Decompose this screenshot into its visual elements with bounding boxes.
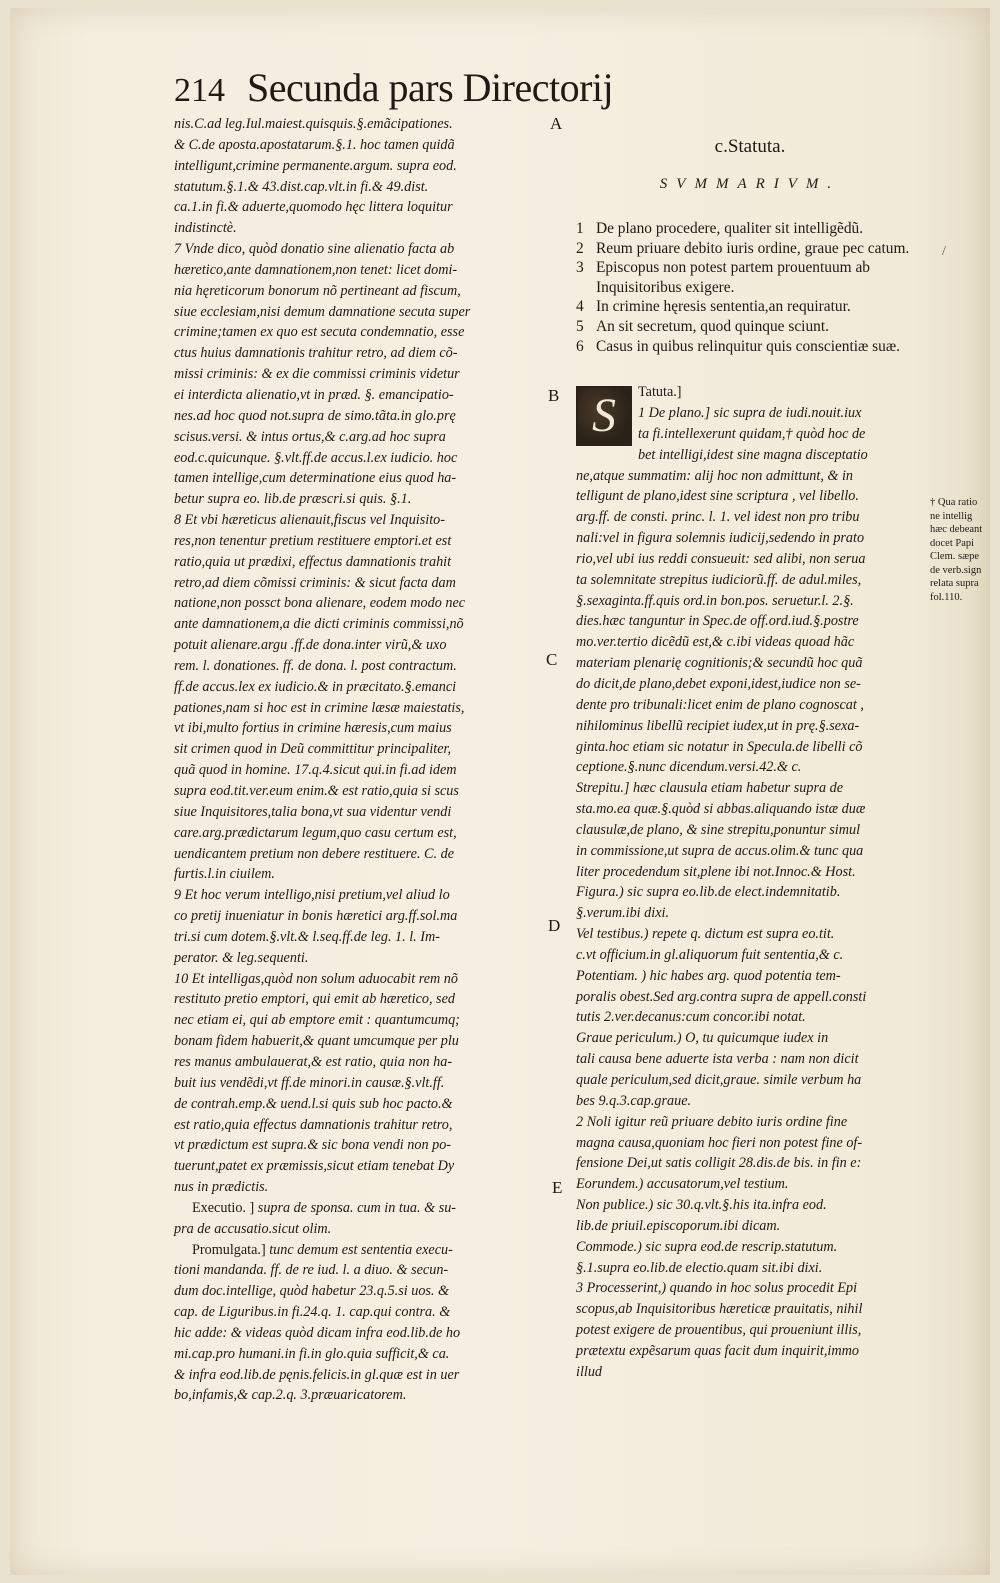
right-line-2: ta fi.intellexerunt quidam,† quòd hoc de [638, 425, 866, 442]
left-line-46: res manus ambulauerat,& est ratio, quia non ha- [174, 1053, 453, 1070]
book-page [10, 8, 990, 1575]
right-line-38: Eorundem.) accusatorum,vel testium. [576, 1176, 789, 1193]
summary-item-text: Reum priuare debito iuris ordine, graue pec catum. [596, 239, 910, 257]
right-line-17: ginta.hoc etiam sic notatur in Speculа.de libelli cõ [576, 738, 863, 755]
left-line-10: siue ecclesiam,nisi demum damnatione secuta super [174, 303, 471, 320]
right-line-30: tutis 2.ver.decanus:cum concor.ibi notat. [576, 1009, 806, 1026]
left-line-23: retro,ad diem cõmissi criminis: & sicut facta dam [174, 574, 456, 591]
promulgata-line-6: mi.cap.pro humani.in fi.in glo.quia sufficit,& ca. [174, 1345, 450, 1362]
left-line-52: nus in prædictis. [174, 1179, 269, 1196]
right-line-6: arg.ff. de consti. princ. l. 1. vel idest non pro tribu [576, 509, 860, 526]
right-line-12: mo.ver.tertio dicẽdũ est,& c.ibi videas quoad hãc [576, 634, 855, 651]
right-line-43: 3 Processerint,) quando in hoc solus procedit Epi [576, 1280, 858, 1297]
right-line-23: liter procedendum sit,plene ibi not.Innoc.& Host. [576, 863, 856, 880]
left-column [174, 114, 540, 1406]
summary-item-text: Casus in quibus relinquitur quis conscientiæ suæ. [596, 337, 900, 355]
right-line-28: Potentiam. ) hic habes arg. quod potentia tem- [576, 967, 841, 984]
right-line-9: ta solemnitate strepitus iudiciorũ.ff. de adul.miles, [576, 571, 862, 588]
left-line-13: missi criminis: & ex die commissi criminis videtur [174, 366, 460, 383]
promulgata-line-5: hic adde: & videas quòd dicam infra eod.lib.de ho [174, 1324, 461, 1341]
right-line-39: Non publice.) sic 30.q.vlt.§.his ita.infra eod. [576, 1197, 827, 1214]
left-line-29: pationes,nam si hoc est in crimine læsæ maiestatis, [174, 699, 465, 716]
summary-item-number: 6 [576, 337, 584, 355]
page-header [174, 64, 613, 114]
right-line-45: potest exigere de prouentibus, qui proueniunt illis, [576, 1322, 862, 1339]
left-line-31: sit crimen quod in Deũ committitur principaliter, [174, 741, 452, 758]
summary-item-text: In crimine hęresis sententia,an requiratur. [596, 298, 851, 316]
lemma-promulgata: Promulgata.] [192, 1241, 266, 1258]
right-line-4: ne,atque summatim: alij hoc non admittunt, & in [576, 467, 854, 484]
commentary-body [576, 382, 924, 1383]
margin-letter-a: A [550, 114, 563, 133]
right-line-19: Strepitu.] hæc clausula etiam habetur supra de [576, 780, 844, 797]
right-line-35: 2 Noli igitur reũ priuare debito iuris ordine fine [576, 1113, 848, 1130]
side-notes [930, 496, 990, 604]
right-line-25: §.verum.ibi dixi. [576, 905, 669, 922]
left-line-24: natione,non possct bona alienare, eodem modo nec [174, 595, 466, 612]
promulgata-line-2: tioni mandanda. ff. de re iud. l. a diuo. & secun- [174, 1262, 449, 1279]
summary-item [576, 337, 924, 357]
left-column-lines [174, 114, 540, 1198]
left-line-4: statutum.§.1.& 43.dist.cap.vlt.in fi.& 49.dist. [174, 178, 429, 195]
right-column-lines [576, 403, 924, 1383]
left-line-8: hæretico,ante damnationem,non tenet: licet domi- [174, 261, 458, 278]
running-title: Secunda pars Directorij [247, 65, 614, 110]
right-line-33: quale periculum,sed dicit,graue. simile verbum ha [576, 1072, 862, 1088]
left-line-51: tuerunt,patet ex præmissis,sicut etiam tenebat Dy [174, 1158, 455, 1175]
left-line-35: care.arg.prædictarum legum,quo casu certum est, [174, 824, 457, 841]
dropcap-lemma: Tatuta.] [638, 384, 682, 401]
left-line-1: nis.C.ad leg.Iul.maiest.quisquis.§.emãcipationes. [174, 116, 453, 132]
left-line-25: ante damnationem,a die dicti criminis commissi,nõ [174, 616, 464, 633]
left-line-18: tamen intellige,cum determinatione eius quod ha- [174, 470, 457, 487]
left-line-7: 7 Vnde dico, quòd donatio sine alienatio facta ab [174, 241, 455, 258]
left-line-27: rem. l. donationes. ff. de dona. l. post contractum. [174, 657, 457, 674]
right-line-31: Graue periculum.) O, tu quicumque iudex in [576, 1030, 829, 1047]
gloss-executio [174, 1198, 540, 1219]
right-line-26: Vel testibus.) repete q. dictum est supra eo.tit. [576, 926, 835, 943]
right-line-22: in commissione,ut supra de accus.olim.& tunc qua [576, 842, 864, 859]
right-line-36: magna causa,quoniam hoc fieri non potest fine of- [576, 1134, 863, 1151]
right-line-14: do dicit,de plano,debet exponi,idest,iudice non se- [576, 675, 861, 692]
margin-letter-b: B [548, 386, 560, 405]
left-line-6: indistinctè. [174, 220, 237, 237]
side-note-line: fol.110. [930, 591, 963, 603]
right-line-42: §.1.supra eo.lib.de electio.quam sit.ibi dixi. [576, 1259, 823, 1276]
promulgata-line-1: tunc demum est sententia execu- [265, 1241, 453, 1258]
section-title: c.Statuta. [714, 136, 786, 157]
promulgata-line-7: & infra eod.lib.de pęnis.felicis.in gl.quæ est in uer [174, 1366, 460, 1383]
side-note-line: de verb.sign [930, 564, 982, 576]
right-line-37: fensione Dei,ut satis colligit 28.dis.de bis. in fin e: [576, 1155, 862, 1172]
left-line-11: crimine;tamen ex quo est secuta condemnatio, esse [174, 324, 465, 341]
left-line-26: potuit alienare.argu .ff.de dona.inter virũ,& uxo [174, 637, 447, 654]
right-line-41: Commode.) sic supra eod.de rescrip.statutum. [576, 1238, 838, 1255]
left-line-39: co pretij inueniatur in bonis hæretici arg.ff.sol.ma [174, 908, 458, 925]
margin-letter-d: D [548, 916, 561, 935]
left-line-5: ca.1.in fi.& aduerte,quomodo hęc littera loquitur [174, 199, 453, 216]
left-line-21: res,non tenentur pretium restituere emptori.et est [174, 532, 452, 549]
right-line-16: nihilominus libellũ recipiet iudex,ut in prę.§.sexa- [576, 717, 860, 734]
left-line-33: supra eod.tit.ver.eum enim.& est ratio,quia si scus [174, 783, 459, 799]
side-note-line: relata supra [930, 578, 979, 589]
summary-heading: SVMMARIVM. [659, 176, 841, 192]
left-line-36: uendicantem pretium non debere restituere. C. de [174, 845, 455, 862]
right-line-27: c.vt officium.in gl.aliquorum fuit sententia,& c. [576, 946, 844, 963]
side-note-line: † Qua ratio [930, 497, 978, 508]
left-line-34: siue Inquisitores,talia bona,vt sua videntur vendi [174, 803, 452, 820]
right-line-8: rio,vel ubi ius reddi consueuit: sed alibi, non serua [576, 550, 866, 567]
left-line-3: intelligunt,crimine permanente.argum. supra eod. [174, 157, 457, 174]
left-line-15: nes.ad hoc quod not.supra de simo.tãta.in glo.prę [174, 407, 456, 424]
margin-letter-c: C [546, 650, 558, 669]
side-note-line: Clem. sæpe [930, 551, 979, 562]
executio-line-2: pra de accusatio.sicut olim. [174, 1220, 332, 1237]
summary-item-text: Episcopus non potest partem prouentuum ab Inquisitoribus exigere. [596, 259, 870, 296]
side-note-line: ne intellig [930, 510, 973, 522]
left-line-44: nec etiam ei, qui ab emptore emit : quantumcumq; [174, 1012, 460, 1029]
left-line-30: vt ibi,multo fortius in crimine hæresis,cum maius [174, 720, 452, 737]
right-line-32: tali causa bene aduerte ista verba : nam non dicit [576, 1051, 859, 1068]
summary-item [576, 297, 924, 317]
left-line-17: eod.c.quicunque. §.vlt.ff.de accus.l.ex iudicio. hoc [174, 449, 458, 466]
promulgata-line-3: dum doc.intellige, quòd habetur 23.q.5.si uos. & [174, 1283, 450, 1300]
left-line-50: vt prædictum est supra.& sic bona vendi non po- [174, 1137, 452, 1154]
left-line-22: ratio,quia ut prædixi, effectus damnationis trahit [174, 553, 452, 570]
left-line-12: ctus huius damnationis trahitur retro, ad diem cõ- [174, 345, 458, 362]
right-line-7: nali:vel in figura solemnis iudicij,sedendo in prato [576, 530, 865, 547]
right-line-24: Figura.) sic supra eo.lib.de elect.indemnitatib. [576, 884, 841, 901]
summary-item-number: 3 [576, 259, 584, 277]
right-line-5: telligunt de plano,idest sine scriptura , vel libello. [576, 488, 859, 505]
executio-line-1: supra de sponsa. cum in tua. & su- [254, 1199, 457, 1216]
gloss-promulgata [174, 1240, 540, 1261]
summary-item-text: De plano procedere, qualiter sit intelligẽdũ. [596, 220, 864, 237]
side-note-line: docet Papi [930, 537, 975, 549]
promulgata-continuation [174, 1260, 540, 1406]
left-line-37: furtis.l.in ciuilem. [174, 866, 275, 883]
right-line-3: bet intelligi,idest sine magna disceptatio [638, 446, 868, 463]
left-line-16: scisus.versi. & intus ortus,& c.arg.ad hoc supra [174, 428, 446, 445]
left-line-9: nia hęreticorum bonorum nõ pertineant ad fiscum, [174, 282, 461, 299]
right-line-46: prætextu expẽsarum quas facit dum inquirit,immo [576, 1342, 859, 1359]
summary-item [576, 239, 924, 259]
left-line-40: tri.si cum dotem.§.vlt.& l.seq.ff.de leg. 1. l. Im- [174, 928, 440, 945]
lemma-executio: Executio. ] [192, 1199, 255, 1216]
summary-item-number: 2 [576, 239, 584, 257]
right-line-20: sta.mo.ea quæ.§.quòd si abbas.aliquando istæ duæ [576, 801, 866, 818]
summary-item-number: 5 [576, 317, 584, 335]
left-line-14: ei interdicta alienatio,vt in præd. §. emancipatio- [174, 386, 454, 403]
right-line-34: bes 9.q.3.cap.graue. [576, 1092, 692, 1109]
left-line-19: betur supra eo. lib.de præscri.si quis. §.1. [174, 491, 412, 508]
right-line-21: clausulæ,de plano, & sine strepitu,ponuntur simul [576, 821, 861, 838]
right-line-10: §.sexaginta.ff.quis ord.in bon.pos. seruetur.l. 2.§. [576, 592, 854, 609]
left-line-32: quã quod in homine. 17.q.4.sicut qui.in fi.ad idem [174, 762, 457, 779]
right-line-44: scopus,ab Inquisitoribus hæreticæ prauitatis, nihil [576, 1301, 863, 1318]
right-line-18: ceptione.§.nunc dicendum.versi.42.& c. [576, 759, 802, 776]
dropcap-initial: S [576, 386, 632, 446]
right-line-40: lib.de priuil.episcoporum.ibi dicam. [576, 1217, 781, 1234]
side-note-line: hæc debeant [930, 524, 983, 535]
left-line-20: 8 Et vbi hæreticus alienauit,fiscus vel Inquisito- [174, 512, 445, 529]
margin-letter-e: E [552, 1178, 563, 1197]
left-line-38: 9 Et hoc verum intelligo,nisi pretium,vel aliud lo [174, 887, 450, 904]
right-line-13: materiam plenarię cognitionis;& secundũ hoc quã [576, 655, 863, 672]
summary-item [576, 317, 924, 337]
right-line-47: illud [576, 1363, 603, 1380]
left-line-43: restituto pretio emptori, qui emit ab hæretico, sed [174, 991, 455, 1008]
left-line-45: bonam fidem habuerit,& quant umcumque per plu [174, 1033, 459, 1050]
left-line-28: ff.de accus.lex ex iudicio.& in præcitato.§.emanci [174, 678, 457, 695]
summary-item [576, 219, 924, 239]
right-line-29: poralis obest.Sed arg.contra supra de appell.consti [576, 988, 867, 1005]
summary-item-text: An sit secretum, quod quinque sciunt. [596, 317, 829, 335]
left-line-49: est ratio,quia effectus damnationis trahitur retro, [174, 1116, 453, 1133]
stray-mark: / [942, 244, 946, 259]
summary-item-number: 1 [576, 220, 584, 237]
left-line-48: de contrah.emp.& uend.l.si quis sub hoc pacto.& [174, 1095, 453, 1112]
right-line-15: dente pro tribunali:licet enim de plano cognoscat , [576, 696, 864, 713]
promulgata-line-8: bo,infamis,& cap.2.q. 3.præuaricatorem. [174, 1387, 407, 1404]
right-line-11: dies.hæc tanguntur in Spec.de off.ord.iud.§.postre [576, 613, 859, 630]
left-line-41: perator. & leg.sequenti. [174, 949, 309, 966]
summary-item [576, 258, 924, 297]
left-line-2: & C.de apostа.apostatarum.§.1. hoc tamen quidã [174, 136, 455, 153]
summary-item-number: 4 [576, 298, 584, 316]
left-line-47: buit ius vendẽdi,vt ff.de minori.in causæ.§.vlt.ff. [174, 1074, 445, 1091]
page-number: 214 [174, 72, 225, 109]
promulgata-line-4: cap. de Liguribus.in fi.24.q. 1. cap.qui contra. & [174, 1304, 451, 1321]
left-line-42: 10 Et intelligas,quòd non solum aduocabit rem nõ [174, 970, 458, 987]
right-column [576, 136, 924, 1383]
summary-list [576, 219, 924, 356]
right-line-1: 1 De plano.] sic supra de iudi.nouit.iux [638, 405, 862, 421]
